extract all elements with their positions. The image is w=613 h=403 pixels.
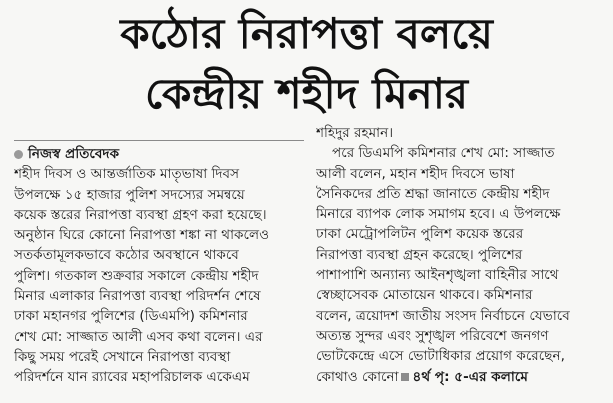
last-line-text: কোথাও কোনো — [316, 368, 399, 385]
byline-text: নিজস্ব প্রতিবেদক — [28, 146, 120, 162]
headline-line-1: কঠোর নিরাপত্তা বলয়ে — [120, 9, 493, 58]
left-line-10: কিছু সময় পরেই সেখানে নিরাপত্তা ব্যবস্থা — [14, 348, 231, 365]
left-line-9: শেখ মো: সাজ্জাত আলী এসব কথা বলেন। এর — [14, 328, 263, 345]
right-line-13 — [316, 367, 603, 387]
right-line-3: আলী বলেন, মহান শহীদ দিবসে ভাষা — [316, 165, 515, 182]
right-line-2: পরে ডিএমপি কমিশনার শেখ মো: সাজ্জাত — [332, 145, 555, 162]
byline-divider — [14, 140, 304, 141]
left-line-8: ঢাকা মহানগর পুলিশের (ডিএমপি) কমিশনার — [14, 308, 248, 325]
left-line-4: অনুষ্ঠান ঘিরে কোনো নিরাপত্তা শঙ্কা না থাকলেও — [14, 227, 270, 244]
right-line-1: শহিদুর রহমান। — [316, 125, 394, 141]
left-line-6: পুলিশ। গতকাল শুক্রবার সকালে কেন্দ্রীয় শহীদ — [14, 267, 259, 284]
right-line-11: অত্যন্ত সুন্দর এবং সুশৃঙ্খল পরিবেশে জনগণ — [316, 327, 549, 344]
bullet-icon — [14, 150, 23, 159]
left-line-5: সতর্কতামূলকভাবে কঠোর অবস্থানে থাকবে — [14, 247, 239, 264]
left-line-2: উপলক্ষে ১৫ হাজার পুলিশ সদস্যের সমন্বয়ে — [14, 186, 245, 203]
right-line-6: ঢাকা মেট্রোপলিটন পুলিশ কয়েক স্তরের — [316, 226, 524, 243]
right-line-10: বলেন, ত্রয়োদশ জাতীয় সংসদ নির্বাচনে যেভাবে — [316, 307, 570, 324]
left-line-11: পরিদর্শনে যান র‍্যাবের মহাপরিচালক একেএম — [14, 369, 250, 386]
byline — [14, 144, 307, 164]
headline — [0, 4, 613, 124]
right-column — [316, 123, 603, 387]
left-column — [14, 144, 307, 388]
right-line-4: সৈনিকদের প্রতি শ্রদ্ধা জানাতে কেন্দ্রীয় শহীদ — [316, 185, 550, 202]
right-line-5: মিনারে ব্যাপক লোক সমাগম হবে। এ উপলক্ষে — [316, 206, 561, 223]
continued-on-page-link[interactable]: ৪র্থ পৃ: ৫-এর কলামে — [412, 368, 528, 385]
right-line-7: নিরাপত্তা ব্যবস্থা গ্রহন করেছে। পুলিশের — [316, 246, 523, 263]
right-line-8: পাশাপাশি অন্যান্য আইনশৃঙ্খলা বাহিনীর সাথে — [316, 267, 559, 284]
right-line-12: ভোটকেন্দ্রে এসে ভোটাধিকার প্রয়োগ করেছেন, — [316, 348, 565, 365]
continuation-square-icon — [401, 373, 409, 381]
right-line-9: স্বেচ্ছাসেবক মোতায়েন থাকবে। কমিশনার — [316, 287, 533, 304]
headline-line-2: কেন্দ্রীয় শহীদ মিনার — [144, 69, 469, 118]
left-line-3: কয়েক স্তরের নিরাপত্তা ব্যবস্থা গ্রহণ করা হয়েছে। — [14, 206, 267, 223]
left-line-7: মিনার এলাকার নিরাপত্তা ব্যবস্থা পরিদর্শন শেষে — [14, 288, 261, 305]
left-line-1: শহীদ দিবস ও আন্তর্জাতিক মাতৃভাষা দিবস — [14, 166, 240, 183]
